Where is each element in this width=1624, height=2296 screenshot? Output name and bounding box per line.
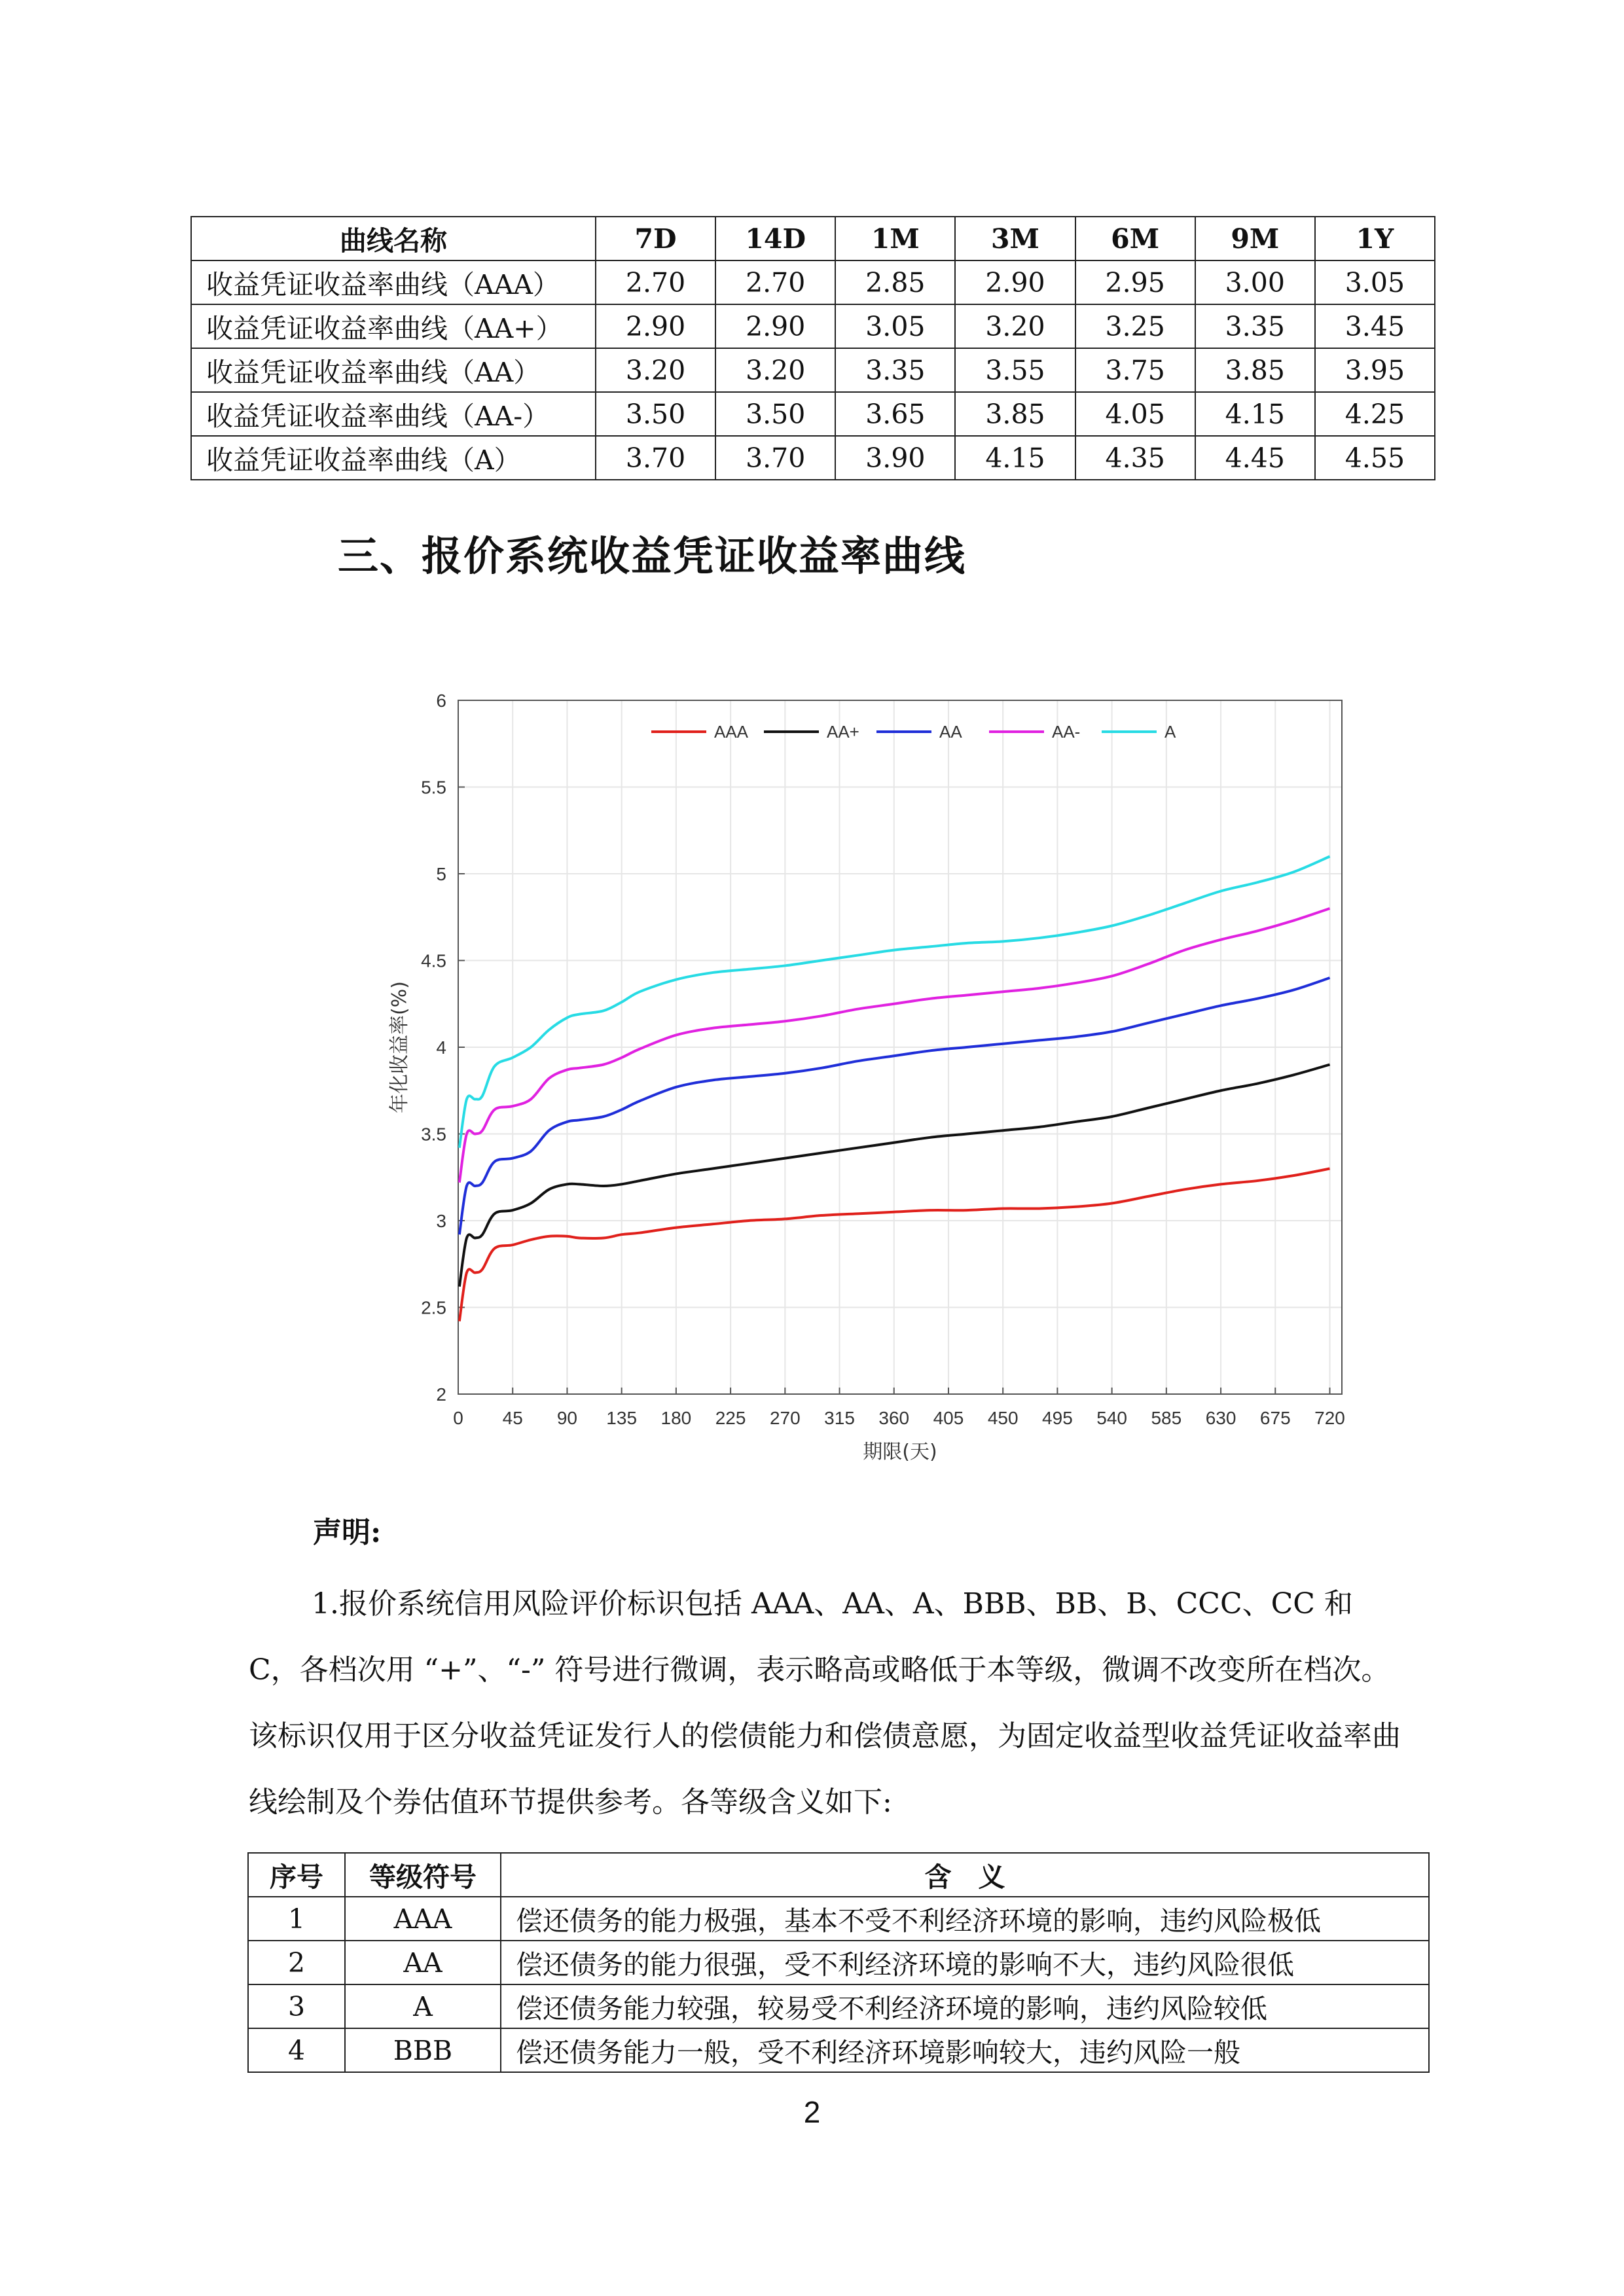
meaning-cell: 偿还债务能力一般，受不利经济环境影响较大，违约风险一般	[501, 2028, 1429, 2072]
x-tick-label: 450	[987, 1408, 1019, 1428]
x-tick-label: 540	[1096, 1408, 1127, 1428]
x-axis-label: 期限(天)	[863, 1441, 937, 1463]
legend-label: AA+	[827, 722, 859, 742]
table-cell: 3.20	[955, 304, 1075, 348]
table-header-row	[248, 1853, 1429, 1897]
table-cell: 4.05	[1075, 392, 1195, 436]
legend-label: AA-	[1052, 722, 1081, 742]
meaning-cell: 偿还债务的能力极强，基本不受不利经济环境的影响，违约风险极低	[501, 1897, 1429, 1941]
table-cell: 4.45	[1195, 436, 1315, 480]
x-tick-label: 360	[878, 1408, 910, 1428]
page-number: 2	[803, 2095, 821, 2129]
table-cell: 3.45	[1315, 304, 1435, 348]
y-tick-label: 2.5	[421, 1297, 446, 1318]
x-tick-label: 675	[1259, 1408, 1291, 1428]
table-cell: 2.90	[955, 260, 1075, 304]
table-cell: 3.00	[1195, 260, 1315, 304]
table-cell: 3.55	[955, 348, 1075, 392]
table-cell: 3.35	[835, 348, 955, 392]
table-cell: 1	[248, 1897, 345, 1941]
table-header-row	[191, 217, 1435, 260]
x-tick-label: 0	[453, 1408, 463, 1428]
y-tick-label: 5.5	[421, 777, 446, 798]
table-cell: 3.20	[596, 348, 715, 392]
curve-name-cell: 收益凭证收益率曲线（AA-）	[191, 392, 596, 436]
meaning-cell: 偿还债务能力较强，较易受不利经济环境的影响，违约风险较低	[501, 1984, 1429, 2028]
x-tick-label: 315	[824, 1408, 855, 1428]
header-cell: 含 义	[501, 1853, 1429, 1897]
table-cell: 2.70	[596, 260, 715, 304]
legend-label: A	[1164, 722, 1176, 742]
y-tick-label: 3.5	[421, 1124, 446, 1145]
header-cell: 3M	[955, 217, 1075, 260]
table-cell: 3.50	[715, 392, 835, 436]
table-row	[248, 2028, 1429, 2072]
y-tick-label: 2	[436, 1384, 446, 1405]
y-tick-label: 4	[436, 1037, 446, 1058]
table-cell: 4	[248, 2028, 345, 2072]
table-cell: AA	[345, 1941, 501, 1984]
header-cell: 曲线名称	[191, 217, 596, 260]
table-cell: 4.35	[1075, 436, 1195, 480]
x-tick-label: 90	[556, 1408, 578, 1428]
table-cell: 2.90	[596, 304, 715, 348]
curve-name-cell: 收益凭证收益率曲线（A）	[191, 436, 596, 480]
table-row	[248, 1941, 1429, 1984]
table-cell: 3.65	[835, 392, 955, 436]
meaning-cell: 偿还债务的能力很强，受不利经济环境的影响不大，违约风险很低	[501, 1941, 1429, 1984]
table-row	[191, 392, 1435, 436]
x-tick-label: 630	[1205, 1408, 1236, 1428]
table-cell: 4.15	[1195, 392, 1315, 436]
y-axis-label: 年化收益率(%)	[388, 981, 411, 1113]
x-tick-label: 405	[933, 1408, 964, 1428]
header-cell: 1Y	[1315, 217, 1435, 260]
table-cell: 2	[248, 1941, 345, 1984]
legend-label: AAA	[714, 722, 749, 742]
table-cell: 3	[248, 1984, 345, 2028]
header-cell: 序号	[248, 1853, 345, 1897]
table-row	[248, 1897, 1429, 1941]
y-tick-label: 3	[436, 1211, 446, 1231]
x-tick-label: 225	[715, 1408, 746, 1428]
table-cell: 3.05	[835, 304, 955, 348]
x-tick-label: 270	[769, 1408, 801, 1428]
x-tick-label: 180	[660, 1408, 692, 1428]
curve-name-cell: 收益凭证收益率曲线（AAA）	[191, 260, 596, 304]
table-cell: 3.35	[1195, 304, 1315, 348]
curve-name-cell: 收益凭证收益率曲线（AA+）	[191, 304, 596, 348]
header-cell: 7D	[596, 217, 715, 260]
table-cell: A	[345, 1984, 501, 2028]
table-cell: 4.15	[955, 436, 1075, 480]
table-row	[191, 304, 1435, 348]
table-row	[191, 436, 1435, 480]
table-row	[191, 260, 1435, 304]
table-cell: 3.95	[1315, 348, 1435, 392]
header-cell: 14D	[715, 217, 835, 260]
table-cell: 2.70	[715, 260, 835, 304]
declaration-paragraph: 1.报价系统信用风险评价标识包括 AAA、AA、A、BBB、BB、B、CCC、CC 和 C，各档次用 “+”、“-” 符号进行微调，表示略高或略低于本等级，微调不改变所在档次。该标识仅用于区分收益凭证发行人的偿债能力和偿债意愿，为固定收益型收益凭证收益率曲线绘制及个券估值环节提供参考。各等级含义如下:	[249, 1587, 1401, 1819]
table-cell: 3.50	[596, 392, 715, 436]
y-tick-label: 5	[436, 864, 446, 884]
table-cell: 3.20	[715, 348, 835, 392]
header-cell: 等级符号	[345, 1853, 501, 1897]
table-cell: 3.05	[1315, 260, 1435, 304]
header-cell: 1M	[835, 217, 955, 260]
table-cell: 2.90	[715, 304, 835, 348]
table-cell: 2.95	[1075, 260, 1195, 304]
table-cell: 3.25	[1075, 304, 1195, 348]
table-cell: 3.85	[955, 392, 1075, 436]
yield-curve-table	[190, 216, 1435, 480]
table-cell: 3.70	[715, 436, 835, 480]
x-tick-label: 720	[1314, 1408, 1345, 1428]
table-row	[248, 1984, 1429, 2028]
table-cell: BBB	[345, 2028, 501, 2072]
header-cell: 9M	[1195, 217, 1315, 260]
x-tick-label: 495	[1042, 1408, 1073, 1428]
table-cell: 3.75	[1075, 348, 1195, 392]
x-tick-label: 45	[502, 1408, 523, 1428]
y-tick-label: 4.5	[421, 950, 446, 971]
rating-definition-table	[247, 1852, 1430, 2073]
table-cell: 3.85	[1195, 348, 1315, 392]
legend-label: AA	[939, 722, 962, 742]
y-tick-label: 6	[436, 691, 446, 711]
table-cell: 4.25	[1315, 392, 1435, 436]
table-cell: 3.90	[835, 436, 955, 480]
x-tick-label: 585	[1151, 1408, 1182, 1428]
yield-curve-chart	[380, 681, 1362, 1466]
header-cell: 6M	[1075, 217, 1195, 260]
table-cell: 2.85	[835, 260, 955, 304]
x-tick-label: 135	[606, 1408, 638, 1428]
table-cell: 4.55	[1315, 436, 1435, 480]
table-row	[191, 348, 1435, 392]
table-cell: 3.70	[596, 436, 715, 480]
table-cell: AAA	[345, 1897, 501, 1941]
curve-name-cell: 收益凭证收益率曲线（AA）	[191, 348, 596, 392]
section-title: 三、报价系统收益凭证收益率曲线	[338, 532, 967, 580]
declaration-title: 声明:	[313, 1516, 382, 1549]
